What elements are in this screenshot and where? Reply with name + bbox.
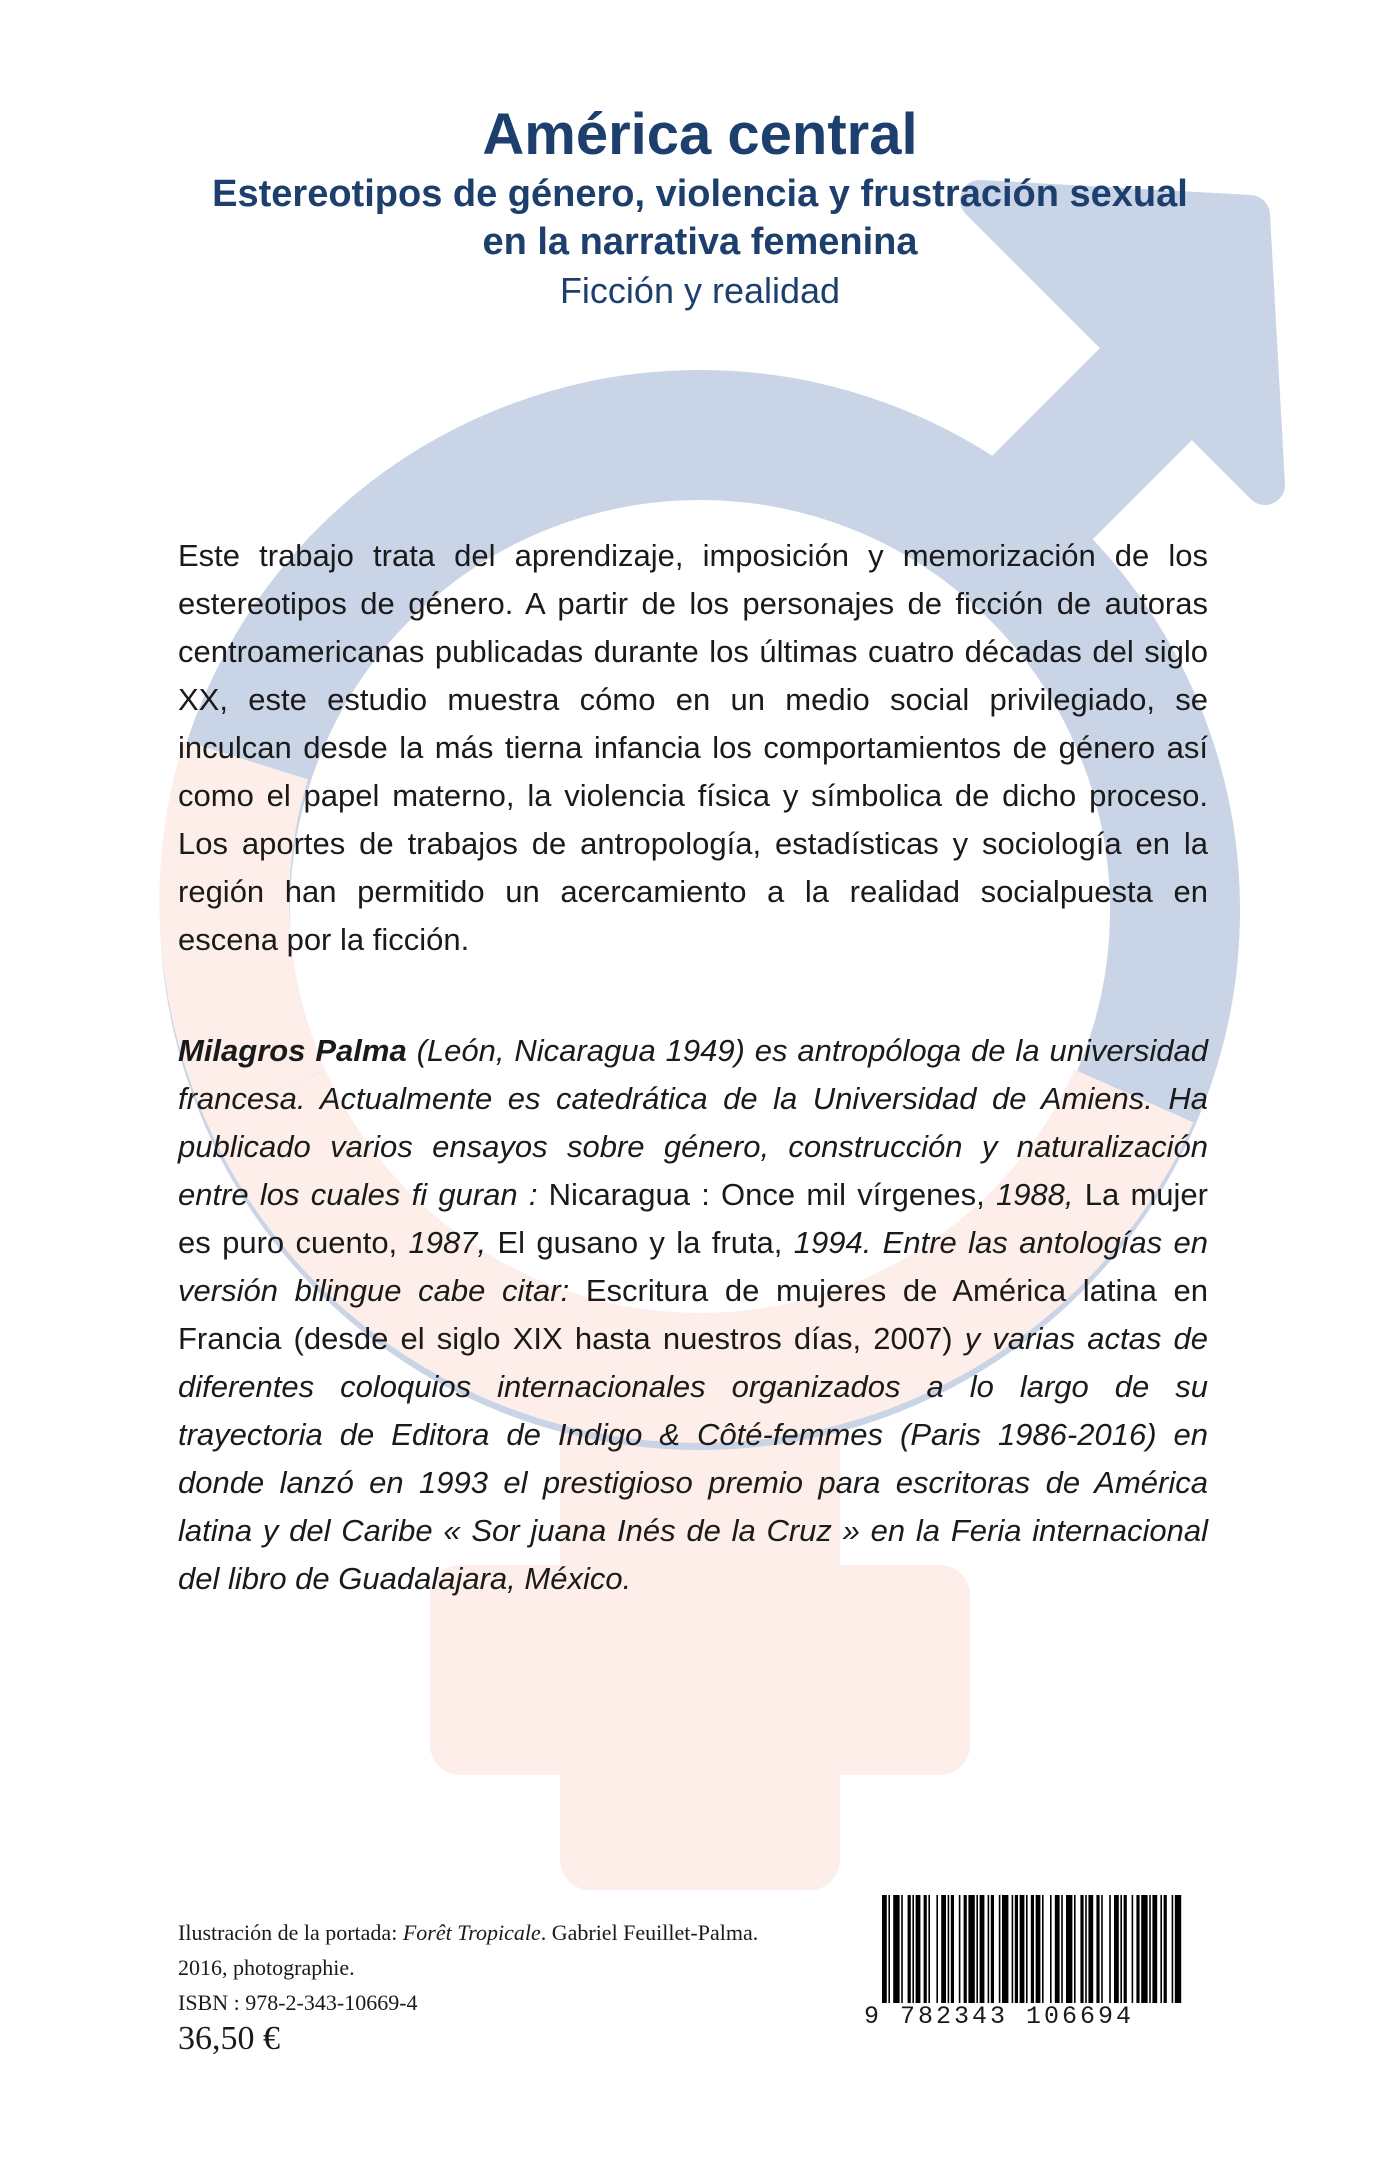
author-name: Milagros Palma bbox=[178, 1033, 407, 1068]
isbn: ISBN : 978-2-343-10669-4 bbox=[178, 1990, 418, 2015]
book-summary: Este trabajo trata del aprendizaje, imposición y memorización de los estereotipos de género. A partir de los personajes de ficción de autoras centroamericanas publicadas durante los últimas cuatro décadas del siglo XX, este estudio muestra cómo en un medio social privilegiado, se inculcan desde la más tierna infancia los comportamientos de género así como el papel materno, la violencia física y símbolica de dicho proceso. Los aportes de trabajos de antropología, estadísticas y sociología en la región han permitido un acercamiento a la realidad socialpuesta en escena por la ficción. bbox=[178, 538, 1208, 957]
book-title: América central bbox=[482, 102, 918, 167]
bio-text: 1994. Entre las antologías en versión bilingue cabe citar: bbox=[178, 1225, 1208, 1308]
bio-text: 1987, bbox=[397, 1225, 498, 1260]
bio-work-title: Escritura de mujeres de América latina en Francia (desde el siglo XIX hasta nuestros días, 2007) bbox=[178, 1273, 1208, 1356]
barcode-number: 9 782343 106694 bbox=[864, 2002, 1135, 2031]
bio-work-title: El gusano y la fruta, bbox=[497, 1225, 783, 1260]
bio-work-title: La mujer es puro cuento, bbox=[178, 1177, 1208, 1260]
illustration-credit: Ilustración de la portada: Forêt Tropicale. Gabriel Feuillet-Palma. bbox=[178, 1920, 759, 1945]
bio-work-title: Nicaragua : Once mil vírgenes, bbox=[548, 1177, 985, 1212]
author-bio bbox=[178, 1027, 1208, 1603]
book-subtitle-line-2: en la narrativa femenina bbox=[482, 221, 918, 263]
credit-year: 2016, photographie. bbox=[178, 1955, 355, 1980]
book-subtitle-line-1: Estereotipos de género, violencia y frustración sexual bbox=[212, 173, 1188, 215]
cover-credits bbox=[178, 1915, 878, 2020]
bio-text: (León, Nicaragua 1949) es antropóloga de la universidad francesa. Actualmente es catedrática de la Universidad de Amiens. Ha publicado varios ensayos sobre género, construcción y naturalización entre los cuales fi guran : bbox=[178, 1033, 1208, 1212]
bio-text: y varias actas de diferentes coloquios internacionales organizados a lo largo de su trayectoria de Editora de Indigo & Côté-femmes (Paris 1986-2016) en donde lanzó en 1993 el prestigioso premio para escritoras de América latina y del Caribe « Sor juana Inés de la Cruz » en la Feria internacional del libro de Guadalajara, México. bbox=[178, 1321, 1208, 1596]
price: 36,50 € bbox=[178, 2020, 280, 2057]
book-tagline: Ficción y realidad bbox=[559, 270, 841, 311]
header bbox=[0, 100, 1400, 316]
bio-text: 1988, bbox=[984, 1177, 1085, 1212]
